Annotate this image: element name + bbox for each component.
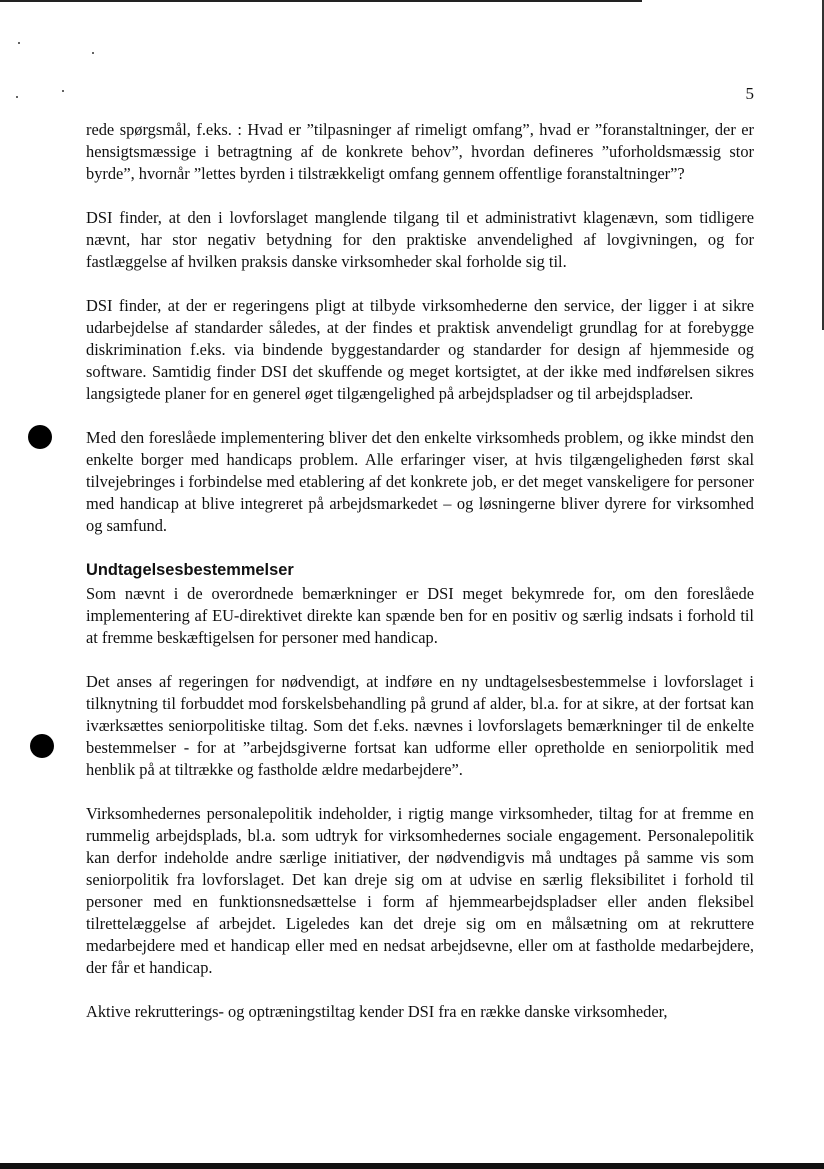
margin-bullet-mark	[28, 425, 52, 449]
paragraph: Med den foreslåede implementering bliver det den enkelte virksomheds problem, og ikke mindst den enkelte borger med handicaps problem. Alle erfaringer viser, at hvis tilgængeligheden først skal tilvejebringes i forbindelse med etablering af det konkrete job, er det meget vanskeligere for personer med handicap at blive integreret på arbejdsmarkedet – og løsningerne bliver dyrere for virksomhed og samfund.	[86, 428, 754, 535]
scan-bottom-edge	[0, 1163, 824, 1169]
scan-speck	[16, 96, 18, 98]
scan-speck	[62, 90, 64, 92]
body-text	[86, 119, 754, 1023]
paragraph: Aktive rekrutterings- og optræningstiltag kender DSI fra en række danske virksomheder,	[86, 1002, 668, 1021]
scan-speck	[92, 52, 94, 54]
paragraph: rede spørgsmål, f.eks. : Hvad er ”tilpasninger af rimeligt omfang”, hvad er ”foranstaltninger, der er hensigtsmæssige i betragtning af de konkrete behov”, hvordan defineres ”uforholdsmæssig stor byrde”, hvornår ”lettes byrden i tilstrækkeligt omfang gennem offentlige foranstaltninger”?	[86, 120, 754, 183]
paragraph: Virksomhedernes personalepolitik indeholder, i rigtig mange virksomheder, tiltag for at fremme en rummelig arbejdsplads, bl.a. som udtryk for virksomhedernes sociale engagement. Personalepolitik kan derfor indeholde andre særlige initiativer, der nødvendigvis må undtages på samme vis som seniorpolitik fra lovforslaget. Det kan dreje sig om at udvise en særlig fleksibilitet i forhold til personer med en funktionsnedsættelse i form af hjemmearbejdspladser eller anden fleksibel tilrettelæggelse af arbejdet. Ligeledes kan det dreje sig om en målsætning om at rekruttere medarbejdere med et handicap eller med en nedsat arbejdsevne, eller om at fastholde medarbejdere, der får et handicap.	[86, 804, 754, 977]
paragraph: DSI finder, at der er regeringens pligt at tilbyde virksomhederne den service, der ligger i at sikre udarbejdelse af standarder således, at der findes et praktisk anvendeligt grundlag for at forebygge diskrimination f.eks. via bindende byggestandarder og standarder for design af hjemmeside og software. Samtidig finder DSI det skuffende og meget kortsigtet, at der ikke med indførelsen sikres langsigtede planer for en generel øget tilgængelighed på arbejdspladser og til arbejdspladser.	[86, 296, 754, 403]
page-number: 5	[745, 84, 754, 103]
paragraph: Som nævnt i de overordnede bemærkninger er DSI meget bekymrede for, om den foreslåede implementering af EU-direktivet direkte kan spænde ben for en positiv og særlig indsats i forhold til at fremme beskæftigelsen for personer med handicap.	[86, 584, 754, 647]
paragraph: Det anses af regeringen for nødvendigt, at indføre en ny undtagelsesbestemmelse i lovforslaget i tilknytning til forbuddet mod forskelsbehandling på grund af alder, bl.a. for at sikre, at der fortsat kan iværksættes seniorpolitiske tiltag. Som det f.eks. nævnes i lovforslagets bemærkninger til de enkelte bestemmelser - for at ”arbejdsgiverne fortsat kan udforme eller opretholde en seniorpolitik med henblik på at tiltrække og fastholde ældre medarbejdere”.	[86, 672, 754, 779]
paragraph: DSI finder, at den i lovforslaget manglende tilgang til et administrativt klagenævn, som tidligere nævnt, har stor negativ betydning for den praktiske anvendelighed af lovgivningen, og for fastlæggelse af hvilken praksis danske virksomheder skal forholde sig til.	[86, 208, 754, 271]
scan-speck	[18, 42, 20, 44]
scan-top-edge	[0, 0, 642, 2]
margin-bullet-mark	[30, 734, 54, 758]
section-heading: Undtagelsesbestemmelser	[86, 561, 294, 579]
